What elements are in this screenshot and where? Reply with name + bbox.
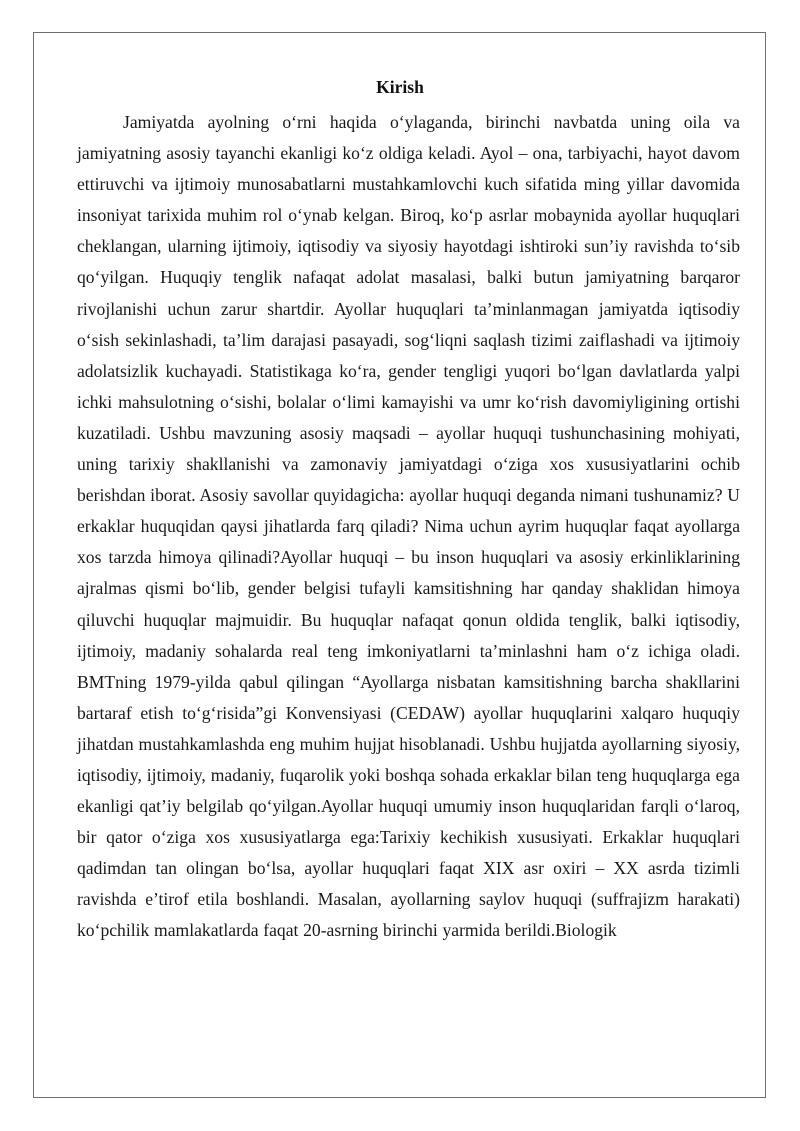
body-paragraph: Jamiyatda ayolning oʻrni haqida oʻylaganda, birinchi navbatda uning oila va jamiyatning asosiy tayanchi ekanligi koʻz oldiga keladi. Ayol – ona, tarbiyachi, hayot davom ettiruvchi va ijtimoiy munosabatlarni mustahkamlovchi kuch sifatida ming yillar davomida insoniyat tarixida muhim rol oʻynab kelgan. Biroq, koʻp asrlar mobaynida ayollar huquqlari cheklangan, ularning ijtimoiy, iqtisodiy va siyosiy hayotdagi ishtiroki sun’iy ravishda toʻsib qoʻyilgan. Huquqiy tenglik nafaqat adolat masalasi, balki butun jamiyatning barqaror rivojlanishi uchun zarur shartdir. Ayollar huquqlari ta’minlanmagan jamiyatda iqtisodiy oʻsish sekinlashadi, ta’lim darajasi pasayadi, sogʻliqni saqlash tizimi zaiflashadi va ijtimoiy adolatsizlik kuchayadi. Statistikaga koʻra, gender tengligi yuqori boʻlgan davlatlarda yalpi ichki mahsulotning oʻsishi, bolalar oʻlimi kamayishi va umr koʻrish davomiyligining ortishi kuzatiladi. Ushbu mavzuning asosiy maqsadi – ayollar huquqi tushunchasining mohiyati, uning tarixiy shakllanishi va zamonaviy jamiyatdagi oʻziga xos xususiyatlarini ochib berishdan iborat. Asosiy savollar quyidagicha: ayollar huquqi deganda nimani tushunamiz? U erkaklar huquqidan qaysi jihatlarda farq qiladi? Nima uchun ayrim huquqlar faqat ayollarga xos tarzda himoya qilinadi?Ayollar huquqi – bu inson huquqlari va asosiy erkinliklarining ajralmas qismi boʻlib, gender belgisi tufayli kamsitishning har qanday shaklidan himoya qiluvchi huquqlar majmuidir. Bu huquqlar nafaqat qonun oldida tenglik, balki iqtisodiy, ijtimoiy, madaniy sohalarda real teng imkoniyatlarni ta’minlashni ham oʻz ichiga oladi. BMTning 1979-yilda qabul qilingan “Ayollarga nisbatan kamsitishning barcha shakllarini bartaraf etish toʻgʻrisida”gi Konvensiyasi (CEDAW) ayollar huquqlarini xalqaro huquqiy jihatdan mustahkamlashda eng muhim hujjat hisoblanadi. Ushbu hujjatda ayollarning siyosiy, iqtisodiy, ijtimoiy, madaniy, fuqarolik yoki boshqa sohada erkaklar bilan teng huquqlarga ega ekanligi qat’iy belgilab qoʻyilgan.Ayollar huquqi umumiy inson huquqlaridan farqli oʻlaroq, bir qator oʻziga xos xususiyatlarga ega:Tarixiy kechikish xususiyati. Erkaklar huquqlari qadimdan tan olingan boʻlsa, ayollar huquqlari faqat XIX asr oxiri – XX asrda tizimli ravishda e’tirof etila boshlandi. Masalan, ayollarning saylov huquqi (suffrajizm harakati) koʻpchilik mamlakatlarda faqat 20-asrning birinchi yarmida berildi.Biologik <box>77 112 740 941</box>
page-title: Kirish <box>376 77 424 97</box>
